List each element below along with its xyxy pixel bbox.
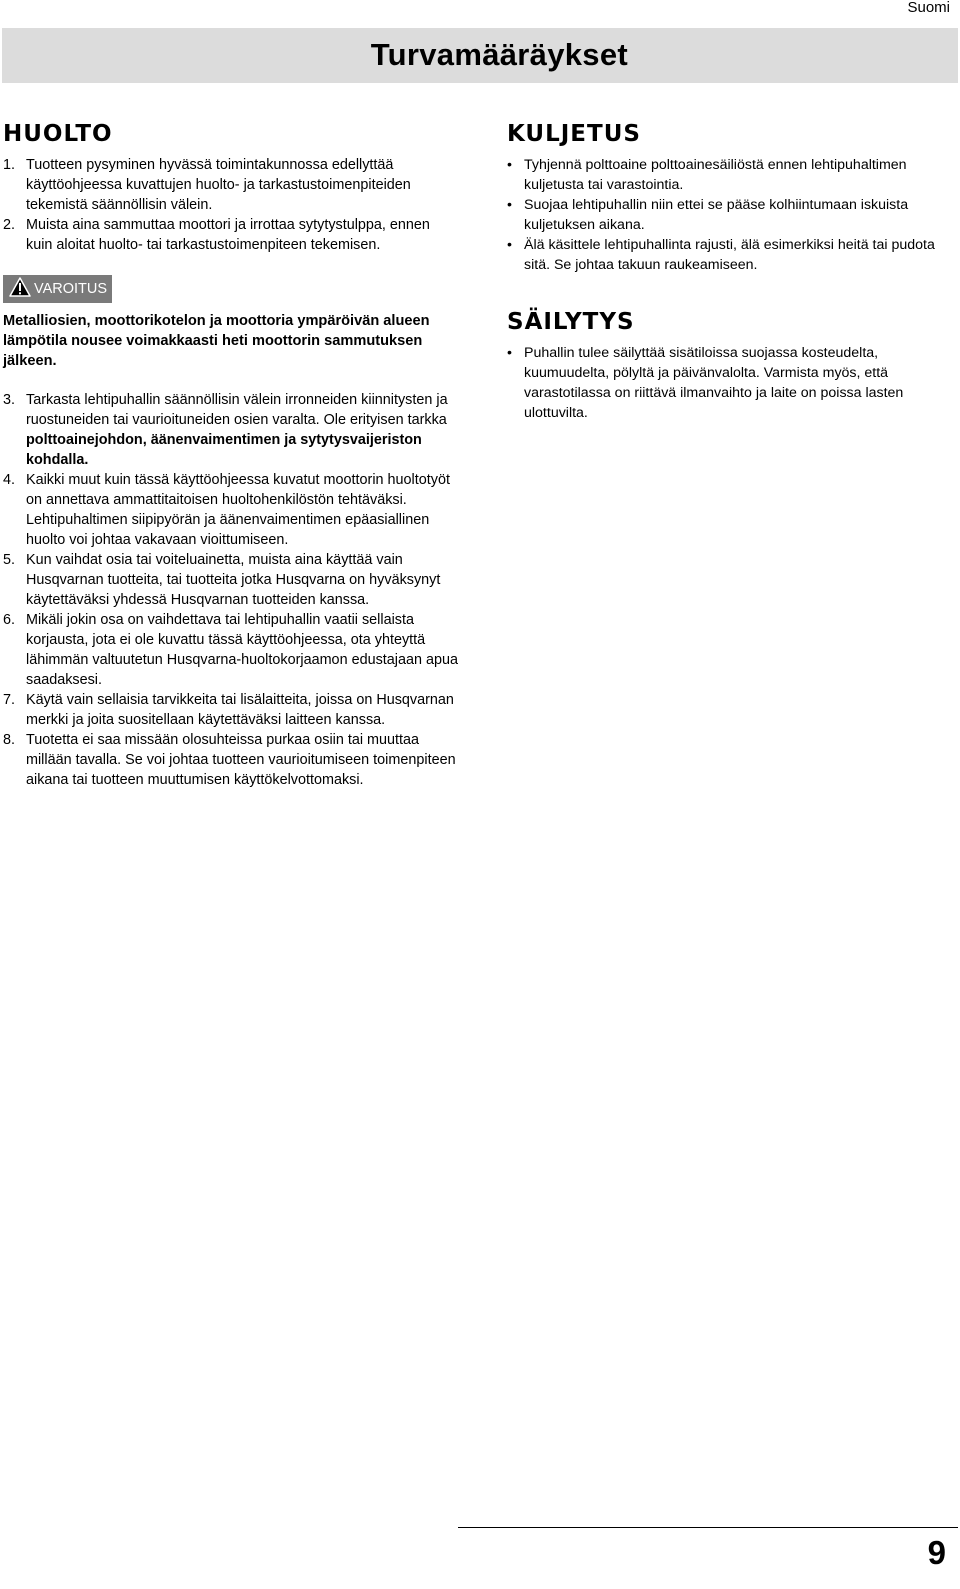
list-item — [507, 343, 957, 423]
item-number: 6. — [3, 612, 16, 628]
bullet-icon: • — [507, 237, 512, 253]
list-item — [3, 550, 458, 610]
list-item — [3, 610, 458, 690]
sailytys-heading: SÄILYTYS — [507, 309, 635, 335]
list-item — [507, 195, 957, 235]
huolto-list-b — [3, 390, 458, 790]
huolto-section — [3, 121, 458, 790]
item-number: 5. — [3, 552, 16, 568]
bullet-icon: • — [507, 345, 512, 361]
item-text: Tarkasta lehtipuhallin säännöllisin välein irronneiden kiinnitysten ja ruostuneiden tai vaurioituneiden osien varalta. Ole erityisen tarkka — [26, 392, 448, 428]
language-label: Suomi — [907, 0, 950, 16]
item-text: Käytä vain sellaisia tarvikkeita tai lisälaitteita, joissa on Husqvarnan merkki ja joita suositellaan käytettäväksi laitteen kanssa. — [26, 692, 454, 728]
sailytys-list — [507, 343, 957, 423]
item-number: 4. — [3, 472, 16, 488]
list-item — [3, 390, 458, 470]
item-text: Tyhjennä polttoaine polttoainesäiliöstä ennen lehtipuhaltimen kuljetusta tai varastointia. — [524, 157, 907, 193]
item-text: Tuotetta ei saa missään olosuhteissa purkaa osiin tai muuttaa millään tavalla. Se voi johtaa tuotteen vaurioitumiseen toimenpiteen aikana tai tuotteen muuttumisen käyttökelvottomaksi. — [26, 732, 456, 788]
item-text: Kaikki muut kuin tässä käyttöohjeessa kuvatut moottorin huoltotyöt on annettava ammattitaitoisen huoltohenkilöstön tehtäväksi. Lehtipuhaltimen siipipyörän ja äänenvaimentimen epäasiallinen huolto voi johtaa vakavaan vioittumiseen. — [26, 472, 450, 548]
item-text: Mikäli jokin osa on vaihdettava tai lehtipuhallin vaatii sellaista korjausta, jota ei ole kuvattu tässä käyttöohjeessa, ota yhteyttä lähimmän valtuutetun Husqvarna-huoltokorjaamon edustajaan apua saadaksesi. — [26, 612, 458, 688]
warning-text: Metalliosien, moottorikotelon ja moottoria ympäröivän alueen lämpötila nousee voimakkaasti heti moottorin sammutuksen jälkeen. — [3, 313, 430, 369]
kuljetus-heading: KULJETUS — [507, 121, 641, 147]
item-text: Älä käsittele lehtipuhallinta rajusti, älä esimerkiksi heitä tai pudota sitä. Se johtaa takuun raukeamiseen. — [524, 237, 935, 273]
item-text: Kun vaihdat osia tai voiteluainetta, muista aina käyttää vain Husqvarnan tuotteita, tai tuotteita jotka Husqvarna on hyväksynyt käytettäväksi yhdessä Husqvarnan tuotteiden kanssa. — [26, 552, 441, 608]
page-number: 9 — [927, 1534, 946, 1571]
right-column — [507, 121, 957, 423]
list-item — [3, 155, 458, 215]
warning-label: VAROITUS — [34, 281, 108, 297]
bullet-icon: • — [507, 197, 512, 213]
item-number: 3. — [3, 392, 16, 408]
huolto-list-a — [3, 155, 458, 255]
item-text: Tuotteen pysyminen hyvässä toimintakunnossa edellyttää käyttöohjeessa kuvattujen huolto- ja tarkastustoimenpiteiden tekemistä säännöllisin välein. — [26, 157, 411, 213]
bullet-icon: • — [507, 157, 512, 173]
item-number: 8. — [3, 732, 16, 748]
warning-triangle-icon — [9, 277, 34, 301]
item-text: Muista aina sammuttaa moottori ja irrottaa sytytystulppa, ennen kuin aloitat huolto- tai tarkastustoimenpiteen tekemisen. — [26, 217, 430, 253]
huolto-heading: HUOLTO — [3, 121, 113, 147]
item-number: 2. — [3, 217, 16, 233]
footer-divider — [458, 1527, 958, 1528]
page-title: Turvamääräykset — [370, 37, 628, 72]
title-bar — [2, 28, 958, 83]
list-item — [3, 215, 458, 255]
list-item — [3, 470, 458, 550]
item-text: Suojaa lehtipuhallin niin ettei se pääse kolhiintumaan iskuista kuljetuksen aikana. — [524, 197, 909, 233]
list-item — [507, 235, 957, 275]
warning-badge — [3, 275, 112, 303]
list-item — [3, 690, 458, 730]
item-number: 7. — [3, 692, 16, 708]
list-item — [507, 155, 957, 195]
item-number: 1. — [3, 157, 16, 173]
item-bold-text: polttoainejohdon, äänenvaimentimen ja sytytysvaijeriston kohdalla. — [26, 432, 422, 468]
list-item — [3, 730, 458, 790]
item-text: Puhallin tulee säilyttää sisätiloissa suojassa kosteudelta, kuumuudelta, pölyltä ja päivänvalolta. Varmista myös, että varastotilassa on riittävä ilmanvaihto ja laite on poissa lasten ulottuvilta. — [524, 345, 904, 421]
kuljetus-list — [507, 155, 957, 275]
